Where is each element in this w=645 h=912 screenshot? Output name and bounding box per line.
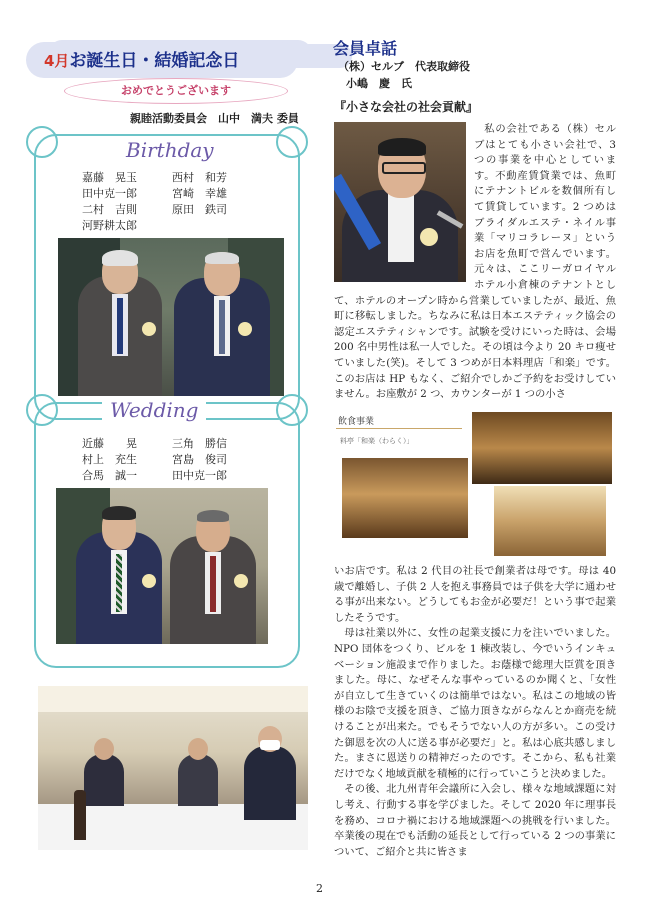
name-row bbox=[82, 202, 227, 218]
name-row bbox=[82, 186, 227, 202]
person-right-hair bbox=[205, 252, 239, 264]
speech-subtitle: 『小さな会社の社会貢献』 bbox=[334, 100, 479, 114]
name-row bbox=[82, 452, 227, 468]
rosette-badge bbox=[234, 574, 248, 588]
person-left-tie bbox=[117, 298, 123, 354]
guest-head bbox=[94, 738, 114, 760]
business-image bbox=[334, 404, 616, 558]
speech-paragraph-text: 私の会社である（株）セルブはとても小さい会社で、3 つの事業を中心としています。不動産賃貸業では、魚町にテナントビルを数個所有して賃貸しています。2 つめはブライダルエステ・ネイル事業「マリコラレーヌ」というお店を魚町で営んでいます。元々は、ここリーガロイヤルホテル小倉棟のテナントとして、ホテルのオープン時から営業していましたが、最近、魚町に移転しました。ちなみに私は日本エステティック協会の認定エステティシャンです。試験を受けにいった時は、会場 200 名中男性は私一人でした。その頃は今より 20 キロ痩せていました(笑)。そして 3 つめが日本料理店「和楽」です。このお店は HP もなく、ご紹介でしかご予約をお受けしていません。お座敷が 2 つ、カウンターが 1 つの小さ bbox=[334, 123, 616, 401]
person-left-hair bbox=[102, 506, 136, 520]
speech-paragraph-4: その後、北九州青年会議所に入会し、様々な地域課題に対し考え、行動する事を学びました。そして 2020 年に理事長を務め、コロナ禍における地域課題への挑戦を行いました。卒業後の現在でも活動の延長として行っている 2 つの事業について、ご紹介と共に皆さま bbox=[334, 783, 616, 858]
speech-continued bbox=[334, 564, 616, 860]
member-name: 河野耕太郎 bbox=[82, 219, 137, 232]
speech-paragraph-1 bbox=[334, 122, 616, 401]
business-section-label: 飲食事業 bbox=[338, 417, 375, 427]
restaurant-counter-photo bbox=[342, 458, 468, 538]
ceiling-lights bbox=[38, 686, 308, 712]
member-name: 二村 吉則 bbox=[82, 203, 137, 216]
speaker-name: 小嶋 慶 氏 bbox=[346, 77, 412, 90]
member-name: 近藤 晃 bbox=[82, 437, 137, 450]
banquet-photo bbox=[38, 686, 308, 850]
bottle bbox=[74, 790, 86, 840]
speech-paragraph-2: いお店です。私は 2 代目の社長で創業者は母です。母は 40 歳で離婚し、子供 2 人を抱え事務員では子供を大学に通わせる事が出来ない。どうしてもお金が必要だ！という事で起業したそうです。 bbox=[334, 565, 616, 624]
member-name: 村上 充生 bbox=[82, 453, 137, 466]
birthday-photo bbox=[58, 238, 284, 396]
restaurant-room-photo bbox=[472, 412, 612, 484]
wedding-label: Wedding bbox=[102, 398, 206, 422]
member-name: 西村 和芳 bbox=[172, 171, 227, 184]
member-name: 三角 勝信 bbox=[172, 437, 227, 450]
rosette-badge bbox=[238, 322, 252, 336]
person-left-hair bbox=[102, 250, 138, 266]
member-name: 田中克一郎 bbox=[82, 187, 137, 200]
speech-paragraph-3: 母は社業以外に、女性の起業支援に力を注いでいました。NPO 団体をつくり、ビルを 1 棟改装し、今でいうインキュベーション施設まで作りました。お蔭様で総理大臣賞を頂きました。母に、なぜそんな事やっているのか聞くと、「女性が自立して生きていくのは簡単ではない。私はこの地域の皆様のお陰で支援を頂き、ご協力頂きながらなんとか商売を続けることが出来た。でもそうでない人の方が多い。この受けた御恩を次の人に送る事が必要だ」と。私は心底共感しました。まさに恩送りの精神だったのです。そこから、私も社業だけでなく地域貢献を積極的に行っていこうと決めました。 bbox=[334, 627, 616, 780]
photo-float-spacer bbox=[334, 122, 474, 284]
guest bbox=[178, 754, 218, 806]
birthday-label: Birthday bbox=[118, 138, 222, 162]
rosette-badge bbox=[142, 322, 156, 336]
name-row bbox=[82, 170, 227, 186]
member-name: 嘉藤 晃玉 bbox=[82, 171, 137, 184]
person-right-tie bbox=[210, 556, 216, 612]
rosette-badge bbox=[142, 574, 156, 588]
birthday-names bbox=[82, 170, 227, 234]
member-name: 宮島 俊司 bbox=[172, 453, 227, 466]
congrats-banner: おめでとうございます bbox=[64, 78, 288, 104]
speaker-org: （株）セルブ 代表取締役 bbox=[338, 60, 470, 73]
person-left-tie bbox=[116, 554, 122, 612]
speech-heading: 会員卓話 bbox=[333, 39, 398, 58]
page-title bbox=[44, 46, 239, 71]
member-name: 原田 鉄司 bbox=[172, 203, 227, 216]
guest bbox=[244, 746, 296, 820]
wedding-photo bbox=[56, 488, 268, 644]
member-name: 田中克一郎 bbox=[172, 469, 227, 482]
person-right-hair bbox=[197, 510, 229, 522]
guest bbox=[84, 754, 124, 806]
guest-head bbox=[188, 738, 208, 760]
name-row bbox=[82, 436, 227, 452]
name-row bbox=[82, 218, 227, 234]
title-text: お誕生日・結婚記念日 bbox=[69, 51, 240, 71]
restaurant-tatami-photo bbox=[494, 486, 606, 556]
business-rule bbox=[336, 428, 462, 429]
guest-mask bbox=[260, 740, 280, 750]
business-shop-label: 料亭「和楽（わらく）」 bbox=[340, 437, 414, 445]
member-name: 合馬 誠一 bbox=[82, 469, 137, 482]
committee-credit: 親睦活動委員会 山中 満夫 委員 bbox=[130, 112, 299, 125]
name-row bbox=[82, 468, 227, 484]
speaker-info bbox=[338, 58, 470, 92]
member-name: 宮崎 幸雄 bbox=[172, 187, 227, 200]
page-number: 2 bbox=[316, 882, 323, 895]
person-right-tie bbox=[219, 300, 225, 354]
title-month: 4月 bbox=[44, 52, 70, 70]
wedding-names bbox=[82, 436, 227, 484]
